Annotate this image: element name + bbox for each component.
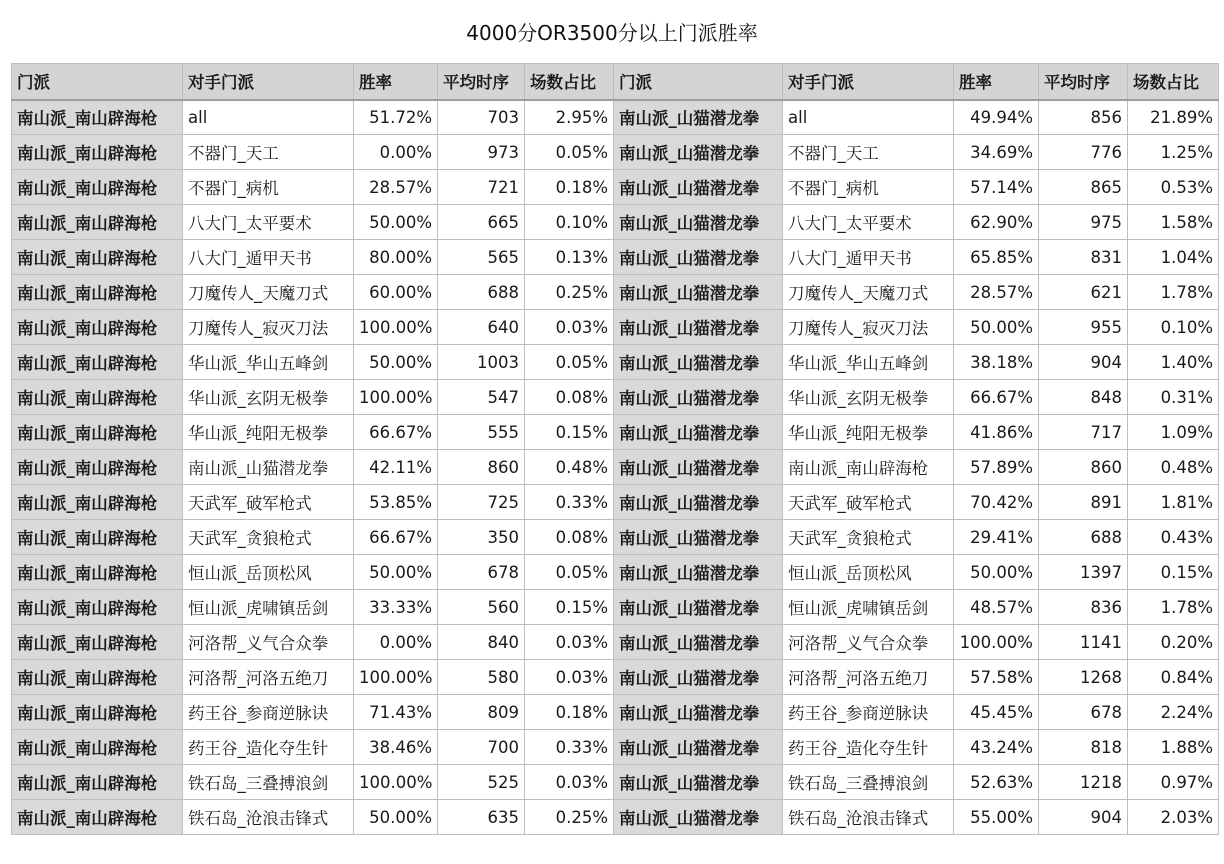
opponent-cell: 河洛帮_河洛五绝刀 [783,660,954,695]
table-row [12,765,1219,800]
sect-cell: 南山派_南山辟海枪 [12,205,183,240]
header-sect: 门派 [614,64,783,100]
avg-time-cell: 560 [438,590,525,625]
share-cell: 0.08% [525,380,614,415]
winrate-cell: 50.00% [954,555,1039,590]
winrate-cell: 48.57% [954,590,1039,625]
table-row [12,205,1219,240]
table-row [12,135,1219,170]
sect-cell: 南山派_南山辟海枪 [12,310,183,345]
sect-cell: 南山派_南山辟海枪 [12,695,183,730]
opponent-cell: 恒山派_虎啸镇岳剑 [783,590,954,625]
share-cell: 0.84% [1128,660,1219,695]
sect-cell: 南山派_南山辟海枪 [12,555,183,590]
share-cell: 0.08% [525,520,614,555]
avg-time-cell: 1397 [1039,555,1128,590]
winrate-cell: 28.57% [354,170,438,205]
table-row [12,590,1219,625]
header-winrate: 胜率 [354,64,438,100]
winrate-cell: 66.67% [354,520,438,555]
opponent-cell: 铁石岛_沧浪击锋式 [783,800,954,835]
winrate-cell: 62.90% [954,205,1039,240]
avg-time-cell: 831 [1039,240,1128,275]
share-cell: 1.78% [1128,275,1219,310]
share-cell: 0.15% [525,590,614,625]
share-cell: 1.04% [1128,240,1219,275]
winrate-cell: 65.85% [954,240,1039,275]
avg-time-cell: 904 [1039,800,1128,835]
share-cell: 1.40% [1128,345,1219,380]
table-row [12,520,1219,555]
avg-time-cell: 621 [1039,275,1128,310]
winrate-cell: 71.43% [354,695,438,730]
winrate-cell: 50.00% [354,800,438,835]
header-avg-time: 平均时序 [1039,64,1128,100]
sect-cell: 南山派_山猫潜龙拳 [614,135,783,170]
winrate-cell: 66.67% [354,415,438,450]
avg-time-cell: 1218 [1039,765,1128,800]
table-row [12,660,1219,695]
winrate-cell: 57.89% [954,450,1039,485]
share-cell: 0.03% [525,765,614,800]
sect-cell: 南山派_南山辟海枪 [12,590,183,625]
avg-time-cell: 973 [438,135,525,170]
opponent-cell: 天武军_破军枪式 [783,485,954,520]
winrate-cell: 52.63% [954,765,1039,800]
opponent-cell: 铁石岛_三叠搏浪剑 [783,765,954,800]
opponent-cell: 铁石岛_沧浪击锋式 [183,800,354,835]
avg-time-cell: 840 [438,625,525,660]
table-row [12,555,1219,590]
share-cell: 2.95% [525,100,614,135]
opponent-cell: 铁石岛_三叠搏浪剑 [183,765,354,800]
avg-time-cell: 776 [1039,135,1128,170]
share-cell: 0.15% [525,415,614,450]
avg-time-cell: 836 [1039,590,1128,625]
sect-cell: 南山派_南山辟海枪 [12,450,183,485]
share-cell: 0.03% [525,660,614,695]
avg-time-cell: 635 [438,800,525,835]
share-cell: 0.31% [1128,380,1219,415]
avg-time-cell: 700 [438,730,525,765]
sect-cell: 南山派_山猫潜龙拳 [614,590,783,625]
sect-cell: 南山派_山猫潜龙拳 [614,100,783,135]
sect-cell: 南山派_山猫潜龙拳 [614,625,783,660]
share-cell: 1.78% [1128,590,1219,625]
opponent-cell: 不器门_天工 [183,135,354,170]
share-cell: 0.18% [525,695,614,730]
sect-cell: 南山派_南山辟海枪 [12,100,183,135]
opponent-cell: 华山派_玄阴无极拳 [783,380,954,415]
opponent-cell: 药王谷_造化夺生针 [183,730,354,765]
table-row [12,695,1219,730]
share-cell: 0.03% [525,625,614,660]
winrate-cell: 70.42% [954,485,1039,520]
share-cell: 2.03% [1128,800,1219,835]
avg-time-cell: 565 [438,240,525,275]
opponent-cell: 河洛帮_义气合众拳 [183,625,354,660]
opponent-cell: 药王谷_参商逆脉诀 [783,695,954,730]
winrate-cell: 50.00% [354,345,438,380]
sect-cell: 南山派_南山辟海枪 [12,485,183,520]
avg-time-cell: 860 [438,450,525,485]
avg-time-cell: 955 [1039,310,1128,345]
avg-time-cell: 975 [1039,205,1128,240]
table-row [12,625,1219,660]
opponent-cell: 刀魔传人_寂灭刀法 [183,310,354,345]
sect-cell: 南山派_南山辟海枪 [12,520,183,555]
avg-time-cell: 640 [438,310,525,345]
sect-cell: 南山派_山猫潜龙拳 [614,765,783,800]
opponent-cell: 刀魔传人_天魔刀式 [183,275,354,310]
sect-cell: 南山派_山猫潜龙拳 [614,485,783,520]
sect-cell: 南山派_山猫潜龙拳 [614,555,783,590]
winrate-cell: 100.00% [354,660,438,695]
avg-time-cell: 865 [1039,170,1128,205]
share-cell: 0.53% [1128,170,1219,205]
winrate-table [11,63,1219,835]
winrate-cell: 50.00% [354,205,438,240]
opponent-cell: 华山派_华山五峰剑 [183,345,354,380]
opponent-cell: 药王谷_造化夺生针 [783,730,954,765]
opponent-cell: 华山派_纯阳无极拳 [183,415,354,450]
page-title: 4000分OR3500分以上门派胜率 [466,21,758,45]
winrate-cell: 80.00% [354,240,438,275]
winrate-cell: 43.24% [954,730,1039,765]
table-row [12,450,1219,485]
avg-time-cell: 1003 [438,345,525,380]
share-cell: 0.48% [1128,450,1219,485]
opponent-cell: 刀魔传人_寂灭刀法 [783,310,954,345]
avg-time-cell: 678 [1039,695,1128,730]
avg-time-cell: 717 [1039,415,1128,450]
share-cell: 1.88% [1128,730,1219,765]
avg-time-cell: 678 [438,555,525,590]
sect-cell: 南山派_南山辟海枪 [12,660,183,695]
header-opponent: 对手门派 [783,64,954,100]
winrate-cell: 42.11% [354,450,438,485]
header-share: 场数占比 [1128,64,1219,100]
winrate-cell: 0.00% [354,135,438,170]
opponent-cell: 天武军_贪狼枪式 [783,520,954,555]
table-row [12,380,1219,415]
sect-cell: 南山派_山猫潜龙拳 [614,345,783,380]
avg-time-cell: 904 [1039,345,1128,380]
share-cell: 1.81% [1128,485,1219,520]
opponent-cell: 刀魔传人_天魔刀式 [783,275,954,310]
avg-time-cell: 350 [438,520,525,555]
table-row [12,170,1219,205]
share-cell: 0.15% [1128,555,1219,590]
winrate-cell: 60.00% [354,275,438,310]
opponent-cell: 河洛帮_义气合众拳 [783,625,954,660]
table-row [12,275,1219,310]
avg-time-cell: 688 [438,275,525,310]
winrate-cell: 34.69% [954,135,1039,170]
avg-time-cell: 555 [438,415,525,450]
opponent-cell: 南山派_山猫潜龙拳 [183,450,354,485]
sect-cell: 南山派_南山辟海枪 [12,240,183,275]
share-cell: 0.05% [525,555,614,590]
table-row [12,800,1219,835]
winrate-cell: 38.18% [954,345,1039,380]
avg-time-cell: 721 [438,170,525,205]
sect-cell: 南山派_南山辟海枪 [12,625,183,660]
sect-cell: 南山派_山猫潜龙拳 [614,695,783,730]
avg-time-cell: 860 [1039,450,1128,485]
avg-time-cell: 665 [438,205,525,240]
share-cell: 0.25% [525,275,614,310]
share-cell: 0.03% [525,310,614,345]
sect-cell: 南山派_南山辟海枪 [12,275,183,310]
avg-time-cell: 580 [438,660,525,695]
winrate-cell: 49.94% [954,100,1039,135]
winrate-cell: 0.00% [354,625,438,660]
winrate-cell: 50.00% [354,555,438,590]
share-cell: 0.48% [525,450,614,485]
opponent-cell: 天武军_贪狼枪式 [183,520,354,555]
opponent-cell: 华山派_华山五峰剑 [783,345,954,380]
share-cell: 0.33% [525,485,614,520]
opponent-cell: 华山派_玄阴无极拳 [183,380,354,415]
avg-time-cell: 856 [1039,100,1128,135]
winrate-cell: 53.85% [354,485,438,520]
table-row [12,485,1219,520]
avg-time-cell: 848 [1039,380,1128,415]
avg-time-cell: 1268 [1039,660,1128,695]
opponent-cell: 河洛帮_河洛五绝刀 [183,660,354,695]
sect-cell: 南山派_山猫潜龙拳 [614,415,783,450]
winrate-cell: 29.41% [954,520,1039,555]
table-row [12,415,1219,450]
share-cell: 1.25% [1128,135,1219,170]
avg-time-cell: 525 [438,765,525,800]
sect-cell: 南山派_山猫潜龙拳 [614,310,783,345]
opponent-cell: 恒山派_岳顶松风 [783,555,954,590]
share-cell: 0.43% [1128,520,1219,555]
share-cell: 0.97% [1128,765,1219,800]
table-row [12,345,1219,380]
winrate-cell: 41.86% [954,415,1039,450]
share-cell: 0.13% [525,240,614,275]
avg-time-cell: 1141 [1039,625,1128,660]
sect-cell: 南山派_山猫潜龙拳 [614,380,783,415]
winrate-cell: 100.00% [354,310,438,345]
header-opponent: 对手门派 [183,64,354,100]
sect-cell: 南山派_南山辟海枪 [12,415,183,450]
share-cell: 0.10% [1128,310,1219,345]
winrate-cell: 100.00% [954,625,1039,660]
avg-time-cell: 725 [438,485,525,520]
sect-cell: 南山派_南山辟海枪 [12,345,183,380]
opponent-cell: all [783,100,954,135]
share-cell: 21.89% [1128,100,1219,135]
avg-time-cell: 547 [438,380,525,415]
sect-cell: 南山派_山猫潜龙拳 [614,660,783,695]
sect-cell: 南山派_南山辟海枪 [12,800,183,835]
share-cell: 0.18% [525,170,614,205]
winrate-cell: 57.58% [954,660,1039,695]
header-share: 场数占比 [525,64,614,100]
avg-time-cell: 891 [1039,485,1128,520]
sect-cell: 南山派_山猫潜龙拳 [614,240,783,275]
share-cell: 0.33% [525,730,614,765]
share-cell: 0.05% [525,135,614,170]
opponent-cell: 药王谷_参商逆脉诀 [183,695,354,730]
winrate-cell: 50.00% [954,310,1039,345]
sect-cell: 南山派_南山辟海枪 [12,380,183,415]
sect-cell: 南山派_南山辟海枪 [12,730,183,765]
winrate-cell: 51.72% [354,100,438,135]
table-row [12,310,1219,345]
winrate-cell: 66.67% [954,380,1039,415]
header-sect: 门派 [12,64,183,100]
sect-cell: 南山派_山猫潜龙拳 [614,520,783,555]
table-row [12,100,1219,135]
avg-time-cell: 703 [438,100,525,135]
avg-time-cell: 688 [1039,520,1128,555]
opponent-cell: 恒山派_岳顶松风 [183,555,354,590]
sect-cell: 南山派_山猫潜龙拳 [614,800,783,835]
opponent-cell: all [183,100,354,135]
opponent-cell: 八大门_遁甲天书 [183,240,354,275]
sect-cell: 南山派_山猫潜龙拳 [614,450,783,485]
winrate-cell: 57.14% [954,170,1039,205]
winrate-cell: 55.00% [954,800,1039,835]
share-cell: 2.24% [1128,695,1219,730]
share-cell: 1.58% [1128,205,1219,240]
sect-cell: 南山派_山猫潜龙拳 [614,730,783,765]
opponent-cell: 不器门_天工 [783,135,954,170]
winrate-cell: 45.45% [954,695,1039,730]
sect-cell: 南山派_南山辟海枪 [12,135,183,170]
winrate-cell: 100.00% [354,765,438,800]
opponent-cell: 不器门_病机 [183,170,354,205]
opponent-cell: 八大门_太平要术 [783,205,954,240]
sect-cell: 南山派_山猫潜龙拳 [614,205,783,240]
opponent-cell: 天武军_破军枪式 [183,485,354,520]
avg-time-cell: 809 [438,695,525,730]
opponent-cell: 八大门_遁甲天书 [783,240,954,275]
winrate-cell: 38.46% [354,730,438,765]
header-row [12,64,1219,100]
opponent-cell: 不器门_病机 [783,170,954,205]
sect-cell: 南山派_南山辟海枪 [12,765,183,800]
share-cell: 0.20% [1128,625,1219,660]
winrate-cell: 100.00% [354,380,438,415]
table-row [12,730,1219,765]
share-cell: 0.05% [525,345,614,380]
sect-cell: 南山派_山猫潜龙拳 [614,275,783,310]
table-row [12,240,1219,275]
winrate-cell: 33.33% [354,590,438,625]
winrate-cell: 28.57% [954,275,1039,310]
sect-cell: 南山派_山猫潜龙拳 [614,170,783,205]
avg-time-cell: 818 [1039,730,1128,765]
opponent-cell: 八大门_太平要术 [183,205,354,240]
sect-cell: 南山派_南山辟海枪 [12,170,183,205]
share-cell: 0.25% [525,800,614,835]
opponent-cell: 南山派_南山辟海枪 [783,450,954,485]
header-winrate: 胜率 [954,64,1039,100]
header-avg-time: 平均时序 [438,64,525,100]
opponent-cell: 恒山派_虎啸镇岳剑 [183,590,354,625]
opponent-cell: 华山派_纯阳无极拳 [783,415,954,450]
share-cell: 1.09% [1128,415,1219,450]
share-cell: 0.10% [525,205,614,240]
